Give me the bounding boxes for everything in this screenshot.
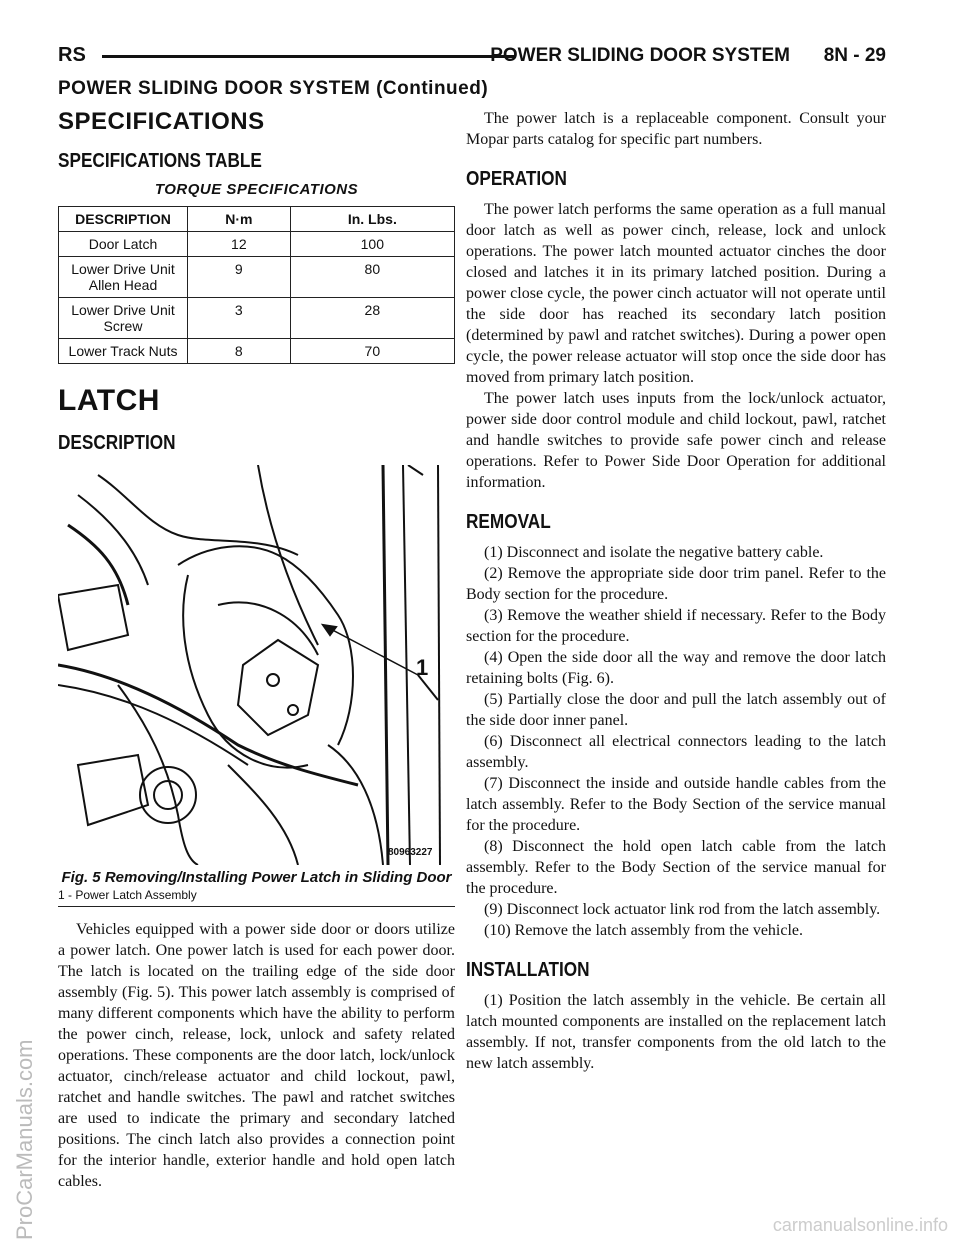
procedure-step: (5) Partially close the door and pull the latch assembly out of the side door inner panel. [466,691,886,729]
procedure-step: (3) Remove the weather shield if necessary. Refer to the Body section for the procedure. [466,607,886,645]
description-text: Vehicles equipped with a power side door or doors utilize a power latch. One power latch is used for each power door. The latch is located on the trailing edge of the side door assembly (Fig. 5). This power latch assembly is comprised of many different components which have the ability to perform the power cinch, release, lock, unlock and safety related operations. These components are the door latch, lock/unlock actuator, cinch/release actuator and child lockout, pawl, ratchet and handle switches. The pawl and ratchet switches are used to indicate the primary and secondary latched positions. The cinch latch also provides a connection point for the interior handle, exterior handle and hold open latch cables. [58,921,455,1190]
installation-heading: INSTALLATION [466,959,590,981]
procedure-step: (8) Disconnect the hold open latch cable from the latch assembly. Refer to the Body Section of the service manual for the procedure. [466,838,886,897]
page-header [58,44,886,68]
table-caption: TORQUE SPECIFICATIONS [154,181,359,198]
table-cell: Lower Drive Unit Screw [59,298,188,339]
procedure-step: (7) Disconnect the inside and outside handle cables from the latch assembly. Refer to the Body Section of the service manual for the procedure. [466,775,886,834]
removal-steps [466,542,886,941]
removal-heading: REMOVAL [466,511,551,533]
table-cell: 12 [188,232,291,257]
torque-table [58,206,455,364]
table-cell: 80 [290,257,454,298]
page-number: 8N - 29 [823,45,886,66]
side-watermark: ProCarManuals.com [12,1039,37,1240]
table-cell: 28 [290,298,454,339]
table-cell: 100 [290,232,454,257]
table-cell: 70 [290,339,454,364]
table-cell: Door Latch [59,232,188,257]
description-text-2: The power latch is a replaceable component. Consult your Mopar parts catalog for specific part numbers. [466,110,886,148]
specs-table-heading: SPECIFICATIONS TABLE [58,150,262,172]
procedure-step: (10) Remove the latch assembly from the vehicle. [484,922,804,939]
table-cell: Lower Drive Unit Allen Head [59,257,188,298]
specs-heading: SPECIFICATIONS [58,108,265,135]
header-title: POWER SLIDING DOOR SYSTEM [490,45,790,66]
procedure-step: (1) Disconnect and isolate the negative battery cable. [484,544,824,561]
table-row [59,339,455,364]
header-rule [102,55,516,58]
latch-illustration [58,465,455,865]
table-cell: 3 [188,298,291,339]
description-heading: DESCRIPTION [58,432,176,454]
table-header-cell: N·m [188,207,291,232]
header-left: RS [58,44,86,66]
procedure-step: (2) Remove the appropriate side door trim panel. Refer to the Body section for the procedure. [466,565,886,603]
table-row [59,257,455,298]
procedure-step: (4) Open the side door all the way and remove the door latch retaining bolts (Fig. 6). [466,649,886,687]
table-cell: Lower Track Nuts [59,339,188,364]
procedure-step: (1) Position the latch assembly in the vehicle. Be certain all latch mounted components are installed on the replacement latch assembly. If not, transfer components from the old latch to the new latch assembly. [466,992,886,1072]
installation-steps [466,990,886,1074]
figure-code: 80963227 [388,847,433,858]
table-header-cell: DESCRIPTION [59,207,188,232]
figure-caption: Fig. 5 Removing/Installing Power Latch in Sliding Door [61,869,452,886]
operation-text: The power latch performs the same operation as a full manual door latch as well as power cinch, release, lock and unlock operations. The power latch mounted actuator cinches the door closed and latches it in its primary latched position. During a power close cycle, the power cinch actuator will not operate until the side door has reached its secondary latch position (determined by pawl and ratchet switches). During a power open cycle, the power release actuator will stop once the side door has moved from primary latch position. [466,201,886,386]
right-column [466,108,886,1074]
latch-figure [58,465,455,865]
figure-legend: 1 - Power Latch Assembly [58,888,455,907]
continued-title: POWER SLIDING DOOR SYSTEM (Continued) [58,78,489,99]
latch-heading: LATCH [58,384,160,417]
table-row [59,298,455,339]
procedure-step: (9) Disconnect lock actuator link rod from the latch assembly. [484,901,881,918]
operation-heading: OPERATION [466,168,567,190]
table-cell: 8 [188,339,291,364]
corner-watermark: carmanualsonline.info [772,1215,948,1235]
left-column [58,108,455,1192]
table-row [59,232,455,257]
callout-label: 1 [416,655,429,680]
procedure-step: (6) Disconnect all electrical connectors leading to the latch assembly. [466,733,886,771]
operation-text-2: The power latch uses inputs from the lock/unlock actuator, power side door control module and child lockout, pawl, ratchet and handle switches to provide safe power cinch and release operations. Refer to Power Side Door Operation for additional information. [466,390,886,491]
table-cell: 9 [188,257,291,298]
table-header-cell: In. Lbs. [290,207,454,232]
